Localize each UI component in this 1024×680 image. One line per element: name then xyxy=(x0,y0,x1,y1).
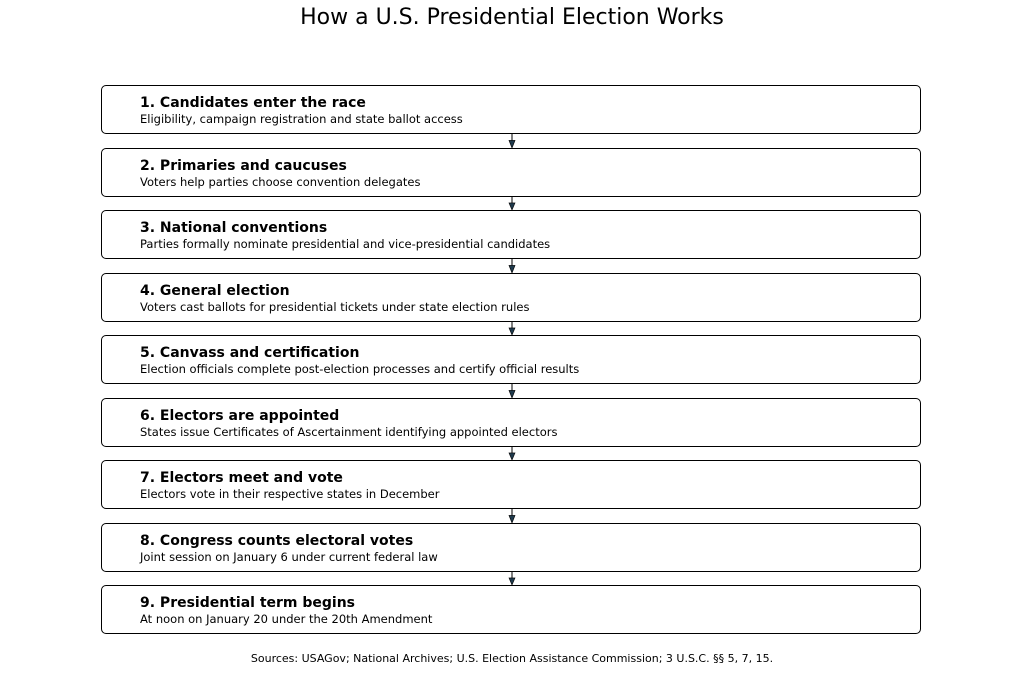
step-title: 2. Primaries and caucuses xyxy=(140,158,347,174)
step-description: Voters help parties choose convention delegates xyxy=(140,175,421,189)
down-arrow-icon xyxy=(508,134,516,148)
step-description: Joint session on January 6 under current federal law xyxy=(140,550,438,564)
step-title: 7. Electors meet and vote xyxy=(140,470,343,486)
step-description: States issue Certificates of Ascertainment identifying appointed electors xyxy=(140,425,558,439)
step-box xyxy=(101,585,921,634)
step-title: 8. Congress counts electoral votes xyxy=(140,533,414,549)
step-description: Eligibility, campaign registration and state ballot access xyxy=(140,112,463,126)
down-arrow-icon xyxy=(508,384,516,398)
step-title: 9. Presidential term begins xyxy=(140,595,356,611)
step-box xyxy=(101,523,921,572)
down-arrow-icon xyxy=(508,447,516,460)
down-arrow-icon xyxy=(508,197,516,210)
step-box xyxy=(101,273,921,322)
step-description: Voters cast ballots for presidential tickets under state election rules xyxy=(140,300,530,314)
step-description: Election officials complete post-election processes and certify official results xyxy=(140,362,580,376)
step-box xyxy=(101,85,921,134)
step-title: 3. National conventions xyxy=(140,220,328,236)
step-title: 1. Candidates enter the race xyxy=(140,95,366,111)
down-arrow-icon xyxy=(508,259,516,273)
step-title: 4. General election xyxy=(140,283,290,299)
step-box xyxy=(101,335,921,384)
step-box xyxy=(101,148,921,197)
diagram-title: How a U.S. Presidential Election Works xyxy=(300,5,724,30)
step-title: 5. Canvass and certification xyxy=(140,345,360,361)
step-description: Parties formally nominate presidential and vice-presidential candidates xyxy=(140,237,551,251)
sources-note: Sources: USAGov; National Archives; U.S. Election Assistance Commission; 3 U.S.C. §§ 5, 7, 15. xyxy=(250,652,774,665)
step-box xyxy=(101,398,921,447)
down-arrow-icon xyxy=(508,572,516,585)
step-description: Electors vote in their respective states in December xyxy=(140,487,440,501)
step-description: At noon on January 20 under the 20th Amendment xyxy=(140,612,433,626)
down-arrow-icon xyxy=(508,509,516,523)
step-title: 6. Electors are appointed xyxy=(140,408,340,424)
step-box xyxy=(101,460,921,509)
step-box xyxy=(101,210,921,259)
down-arrow-icon xyxy=(508,322,516,335)
